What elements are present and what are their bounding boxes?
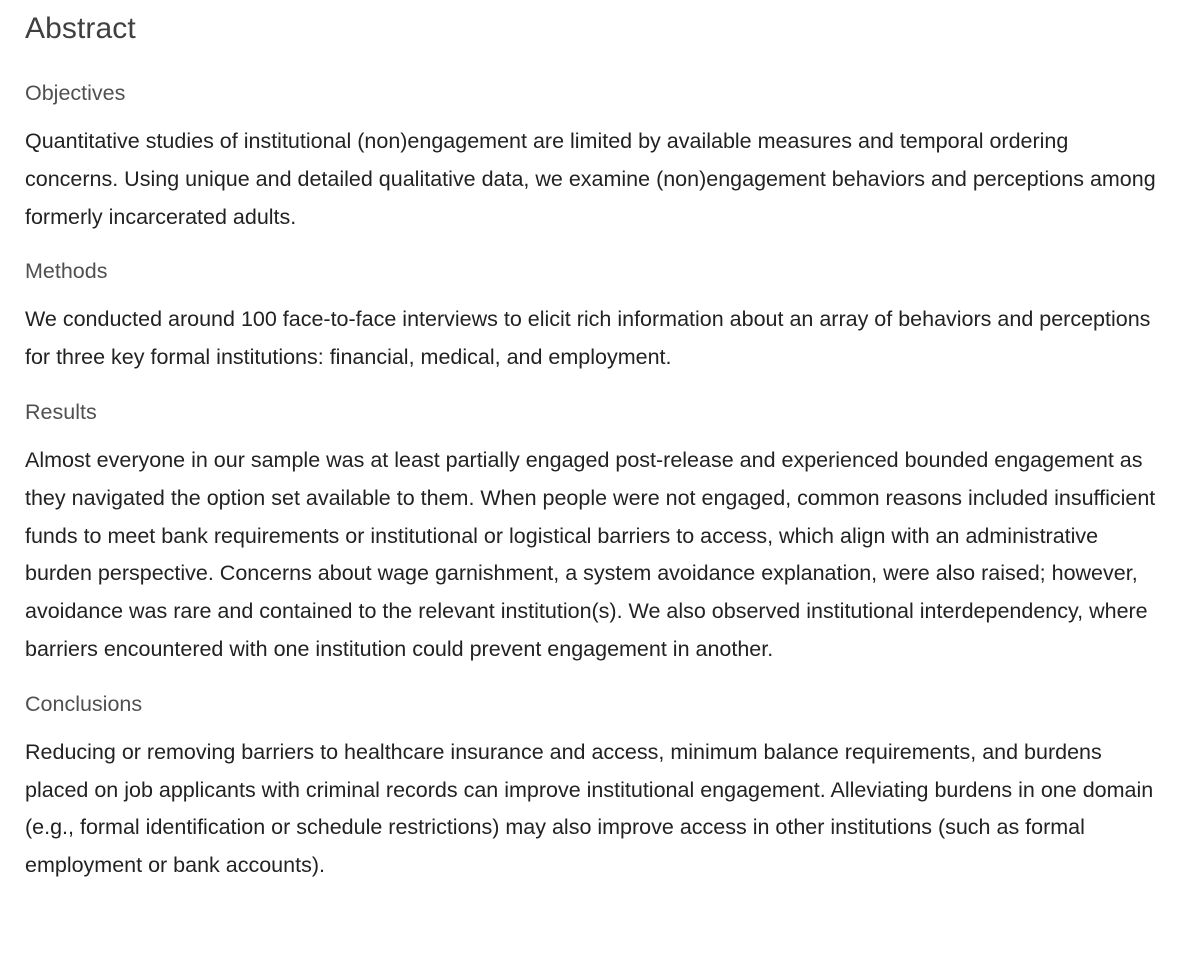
- objectives-heading: Objectives: [25, 81, 126, 105]
- conclusions-heading: Conclusions: [25, 691, 143, 716]
- results-heading: Results: [25, 399, 97, 424]
- abstract-title: Abstract: [25, 12, 136, 45]
- results-text: Almost everyone in our sample was at least partially engaged post-release and experienced bounded engagement as they navigated the option set available to them. When people were not engaged, common reasons included insufficient funds to meet bank requirements or institutional or logistical barriers to access, which align with an administrative burden perspective. Concerns about wage garnishment, a system avoidance explanation, were also raised; however, avoidance was rare and contained to the relevant institution(s). We also observed institutional interdependency, where barriers encountered with one institution could prevent engagement in another.: [25, 447, 1156, 661]
- objectives-text: Quantitative studies of institutional (non)engagement are limited by available measures and temporal ordering concerns. Using unique and detailed qualitative data, we examine (non)engagement behaviors and perceptions among formerly incarcerated adults.: [25, 129, 1156, 229]
- methods-heading: Methods: [25, 259, 108, 284]
- methods-text: We conducted around 100 face-to-face interviews to elicit rich information about an array of behaviors and perceptions for three key formal institutions: financial, medical, and employment.: [25, 307, 1151, 370]
- conclusions-text: Reducing or removing barriers to healthcare insurance and access, minimum balance requirements, and burdens placed on job applicants with criminal records can improve institutional engagement. Alleviating burdens in one domain (e.g., formal identification or schedule restrictions) may also improve access in other institutions (such as formal employment or bank accounts).: [25, 739, 1154, 878]
